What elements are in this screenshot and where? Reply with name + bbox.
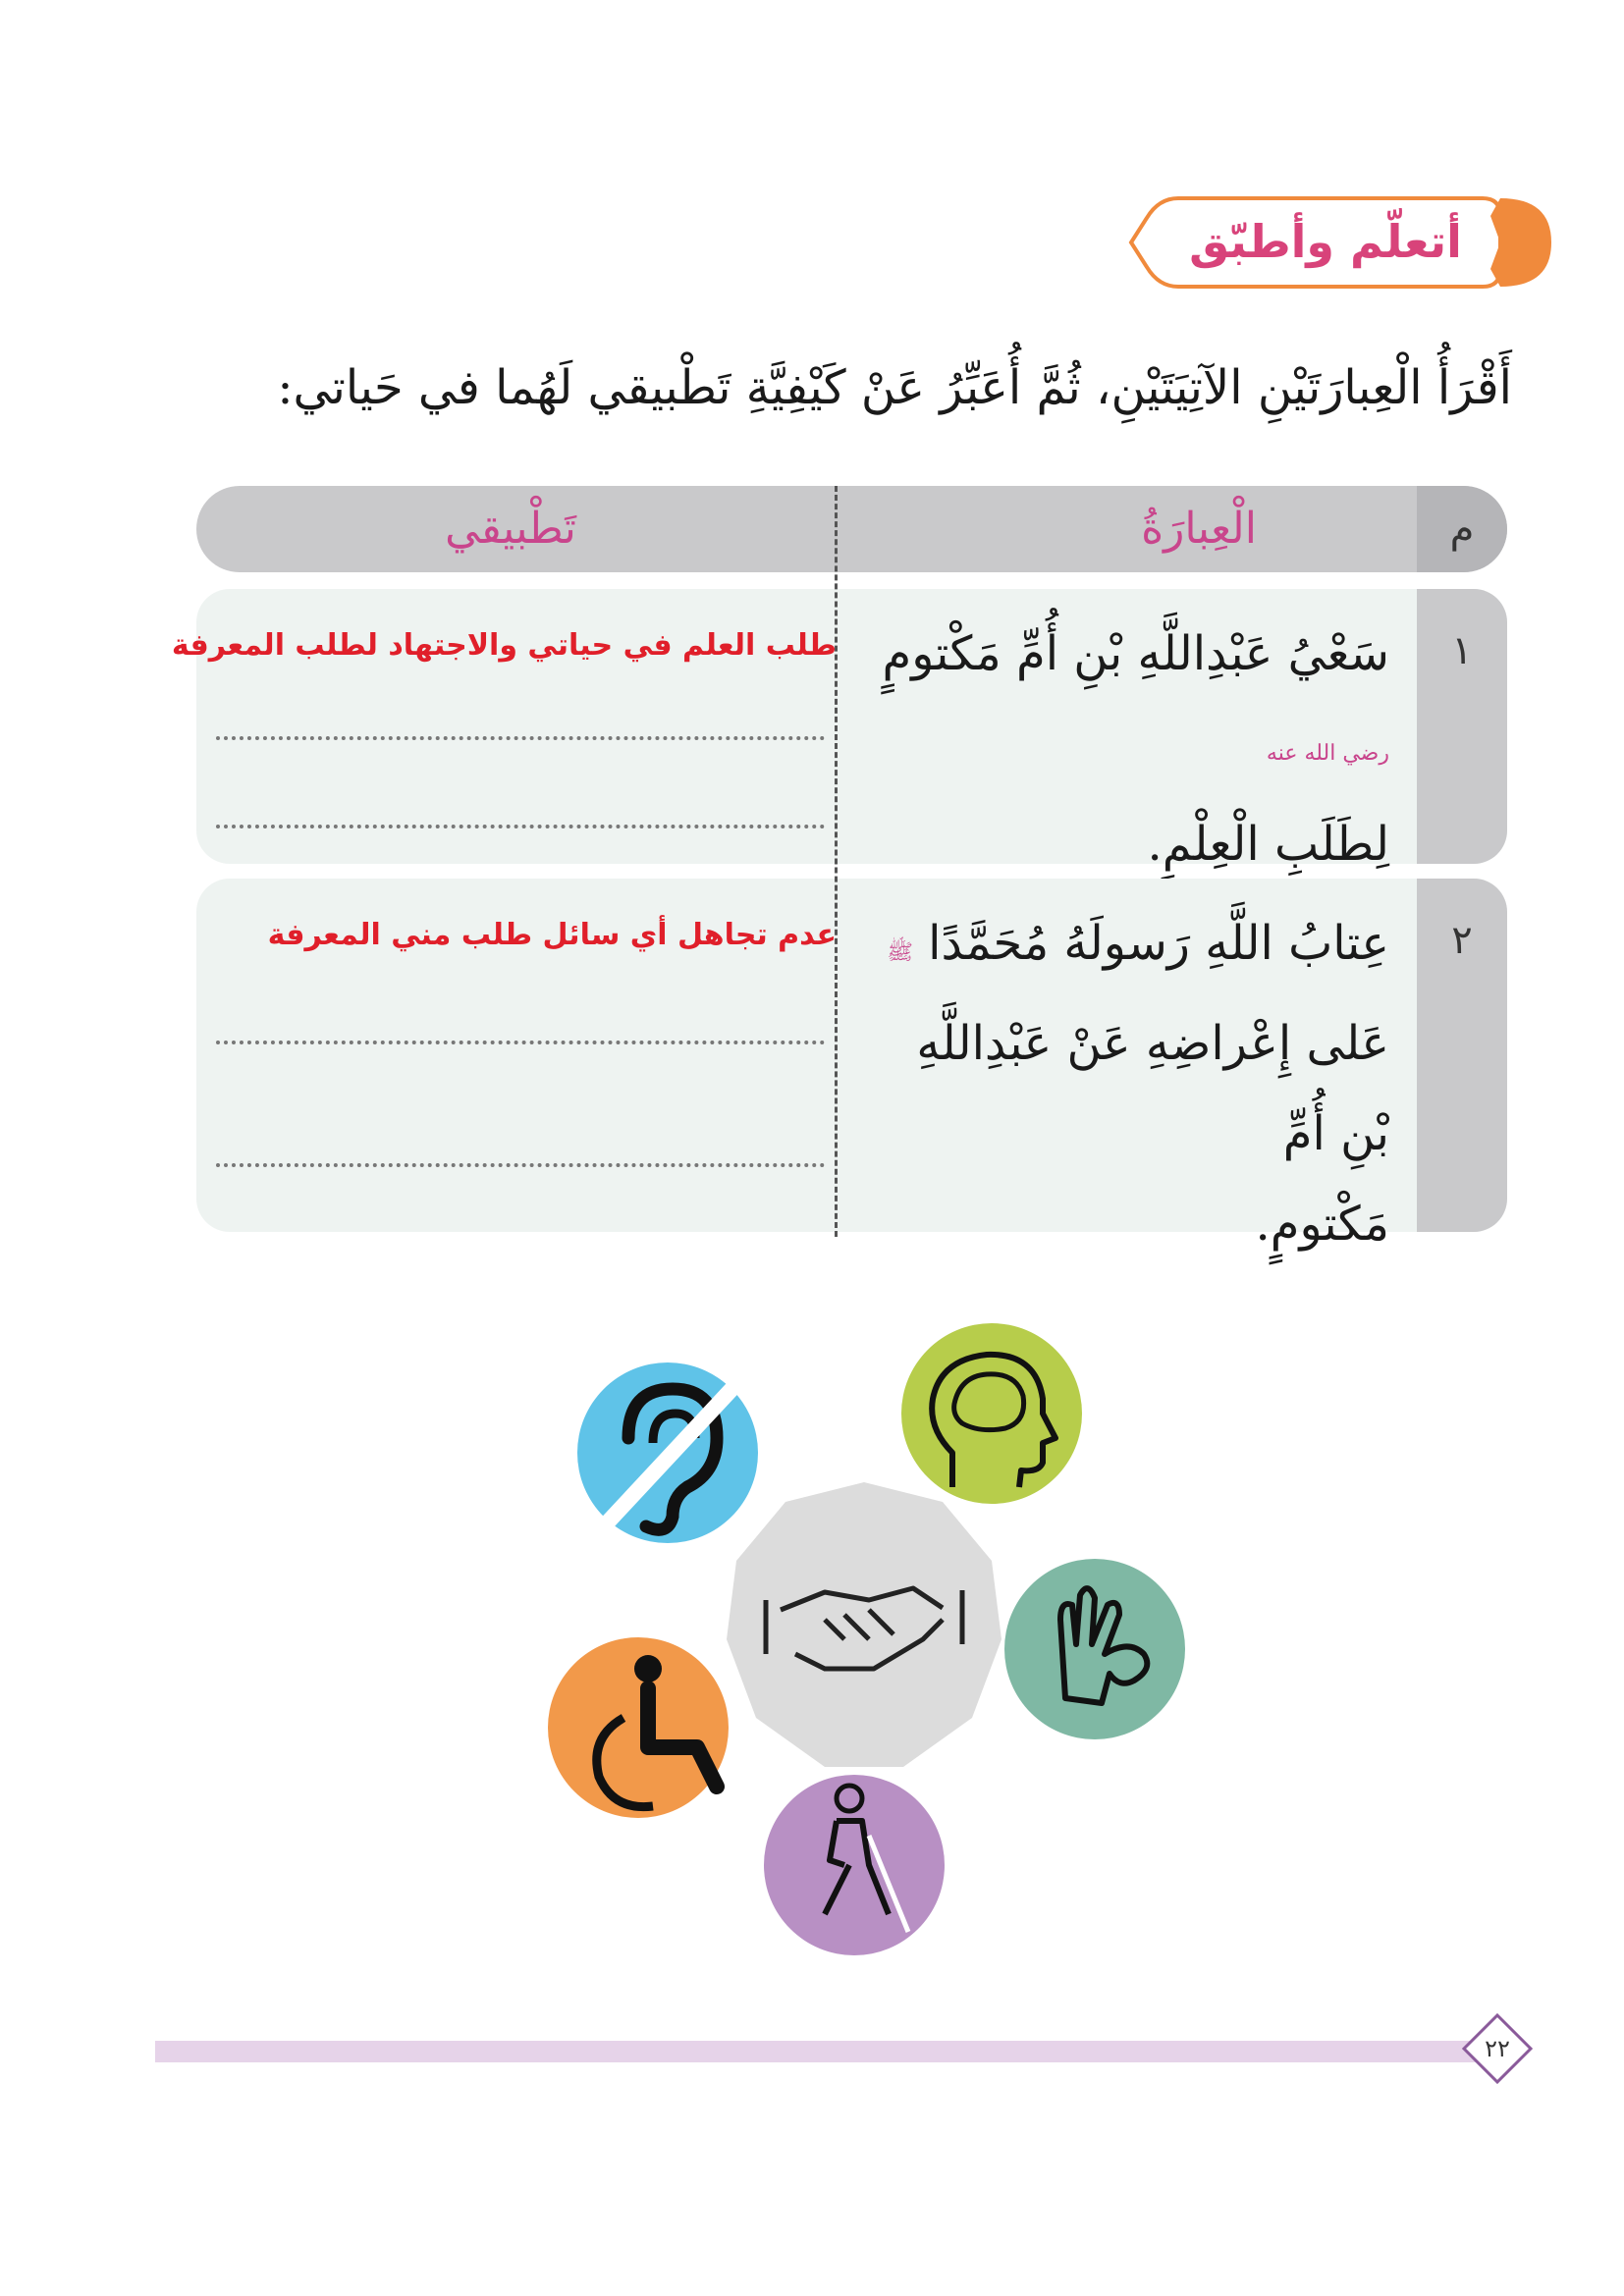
wheelchair-icon xyxy=(548,1637,729,1818)
sign-language-icon xyxy=(1004,1559,1185,1739)
mind-head-icon xyxy=(901,1323,1082,1504)
footer-line xyxy=(155,2041,1486,2062)
phrase-line: سَعْيُ عَبْدِاللَّهِ بْنِ أُمِّ مَكْتومٍ xyxy=(882,626,1389,681)
blind-walker-icon xyxy=(764,1775,945,1955)
page-number: ٢٢ xyxy=(1485,2035,1510,2062)
header-phrase: الْعِبارَةُ xyxy=(1141,504,1257,554)
exercise-table xyxy=(171,486,1507,1252)
answer-text[interactable]: عدم تجاهل أي سائل طلب مني المعرفة xyxy=(267,918,837,952)
row-number: ٢ xyxy=(1417,879,1507,1232)
row-number: ١ xyxy=(1417,589,1507,864)
row-phrase xyxy=(859,609,1389,889)
phrase-line: عِتابُ اللَّهِ رَسولَهُ مُحَمَّدًا xyxy=(928,916,1389,971)
column-divider xyxy=(835,486,838,1237)
section-badge xyxy=(1110,188,1551,296)
header-application: تَطْبيقي xyxy=(445,504,576,554)
hearing-impaired-icon xyxy=(577,1362,758,1543)
page-number-badge xyxy=(1461,2012,1534,2085)
row-phrase xyxy=(859,898,1389,1269)
phrase-line: عَلى إِعْراضِهِ عَنْ عَبْدِاللَّهِ بْنِ أُمِّ xyxy=(916,1016,1389,1161)
answer-line xyxy=(216,1163,825,1167)
instruction-text: أَقْرَأُ الْعِبارَتَيْنِ الآتِيَتَيْنِ، ثُمَّ أُعَبِّرُ عَنْ كَيْفِيَّةِ تَطْبيقي لَهُما في حَياتي: xyxy=(277,360,1512,415)
answer-line xyxy=(216,1041,825,1044)
answer-line xyxy=(216,825,825,828)
answer-text[interactable]: طلب العلم في حياتي والاجتهاد لطلب المعرفة xyxy=(171,628,837,663)
honorific-mark: ﷺ xyxy=(887,940,913,965)
section-title: أتعلّم وأطبّق xyxy=(1189,215,1462,268)
table-row xyxy=(196,879,1507,1252)
answer-line xyxy=(216,736,825,740)
header-number: م xyxy=(1417,486,1507,572)
table-row xyxy=(171,589,1507,872)
phrase-line: لِطَلَبِ الْعِلْمِ. xyxy=(1147,817,1389,872)
table-header xyxy=(196,486,1507,572)
disability-illustration xyxy=(530,1315,1198,1963)
honorific-mark: رضي الله عنه xyxy=(1266,741,1389,766)
phrase-line: مَكْتومٍ. xyxy=(1255,1197,1389,1252)
